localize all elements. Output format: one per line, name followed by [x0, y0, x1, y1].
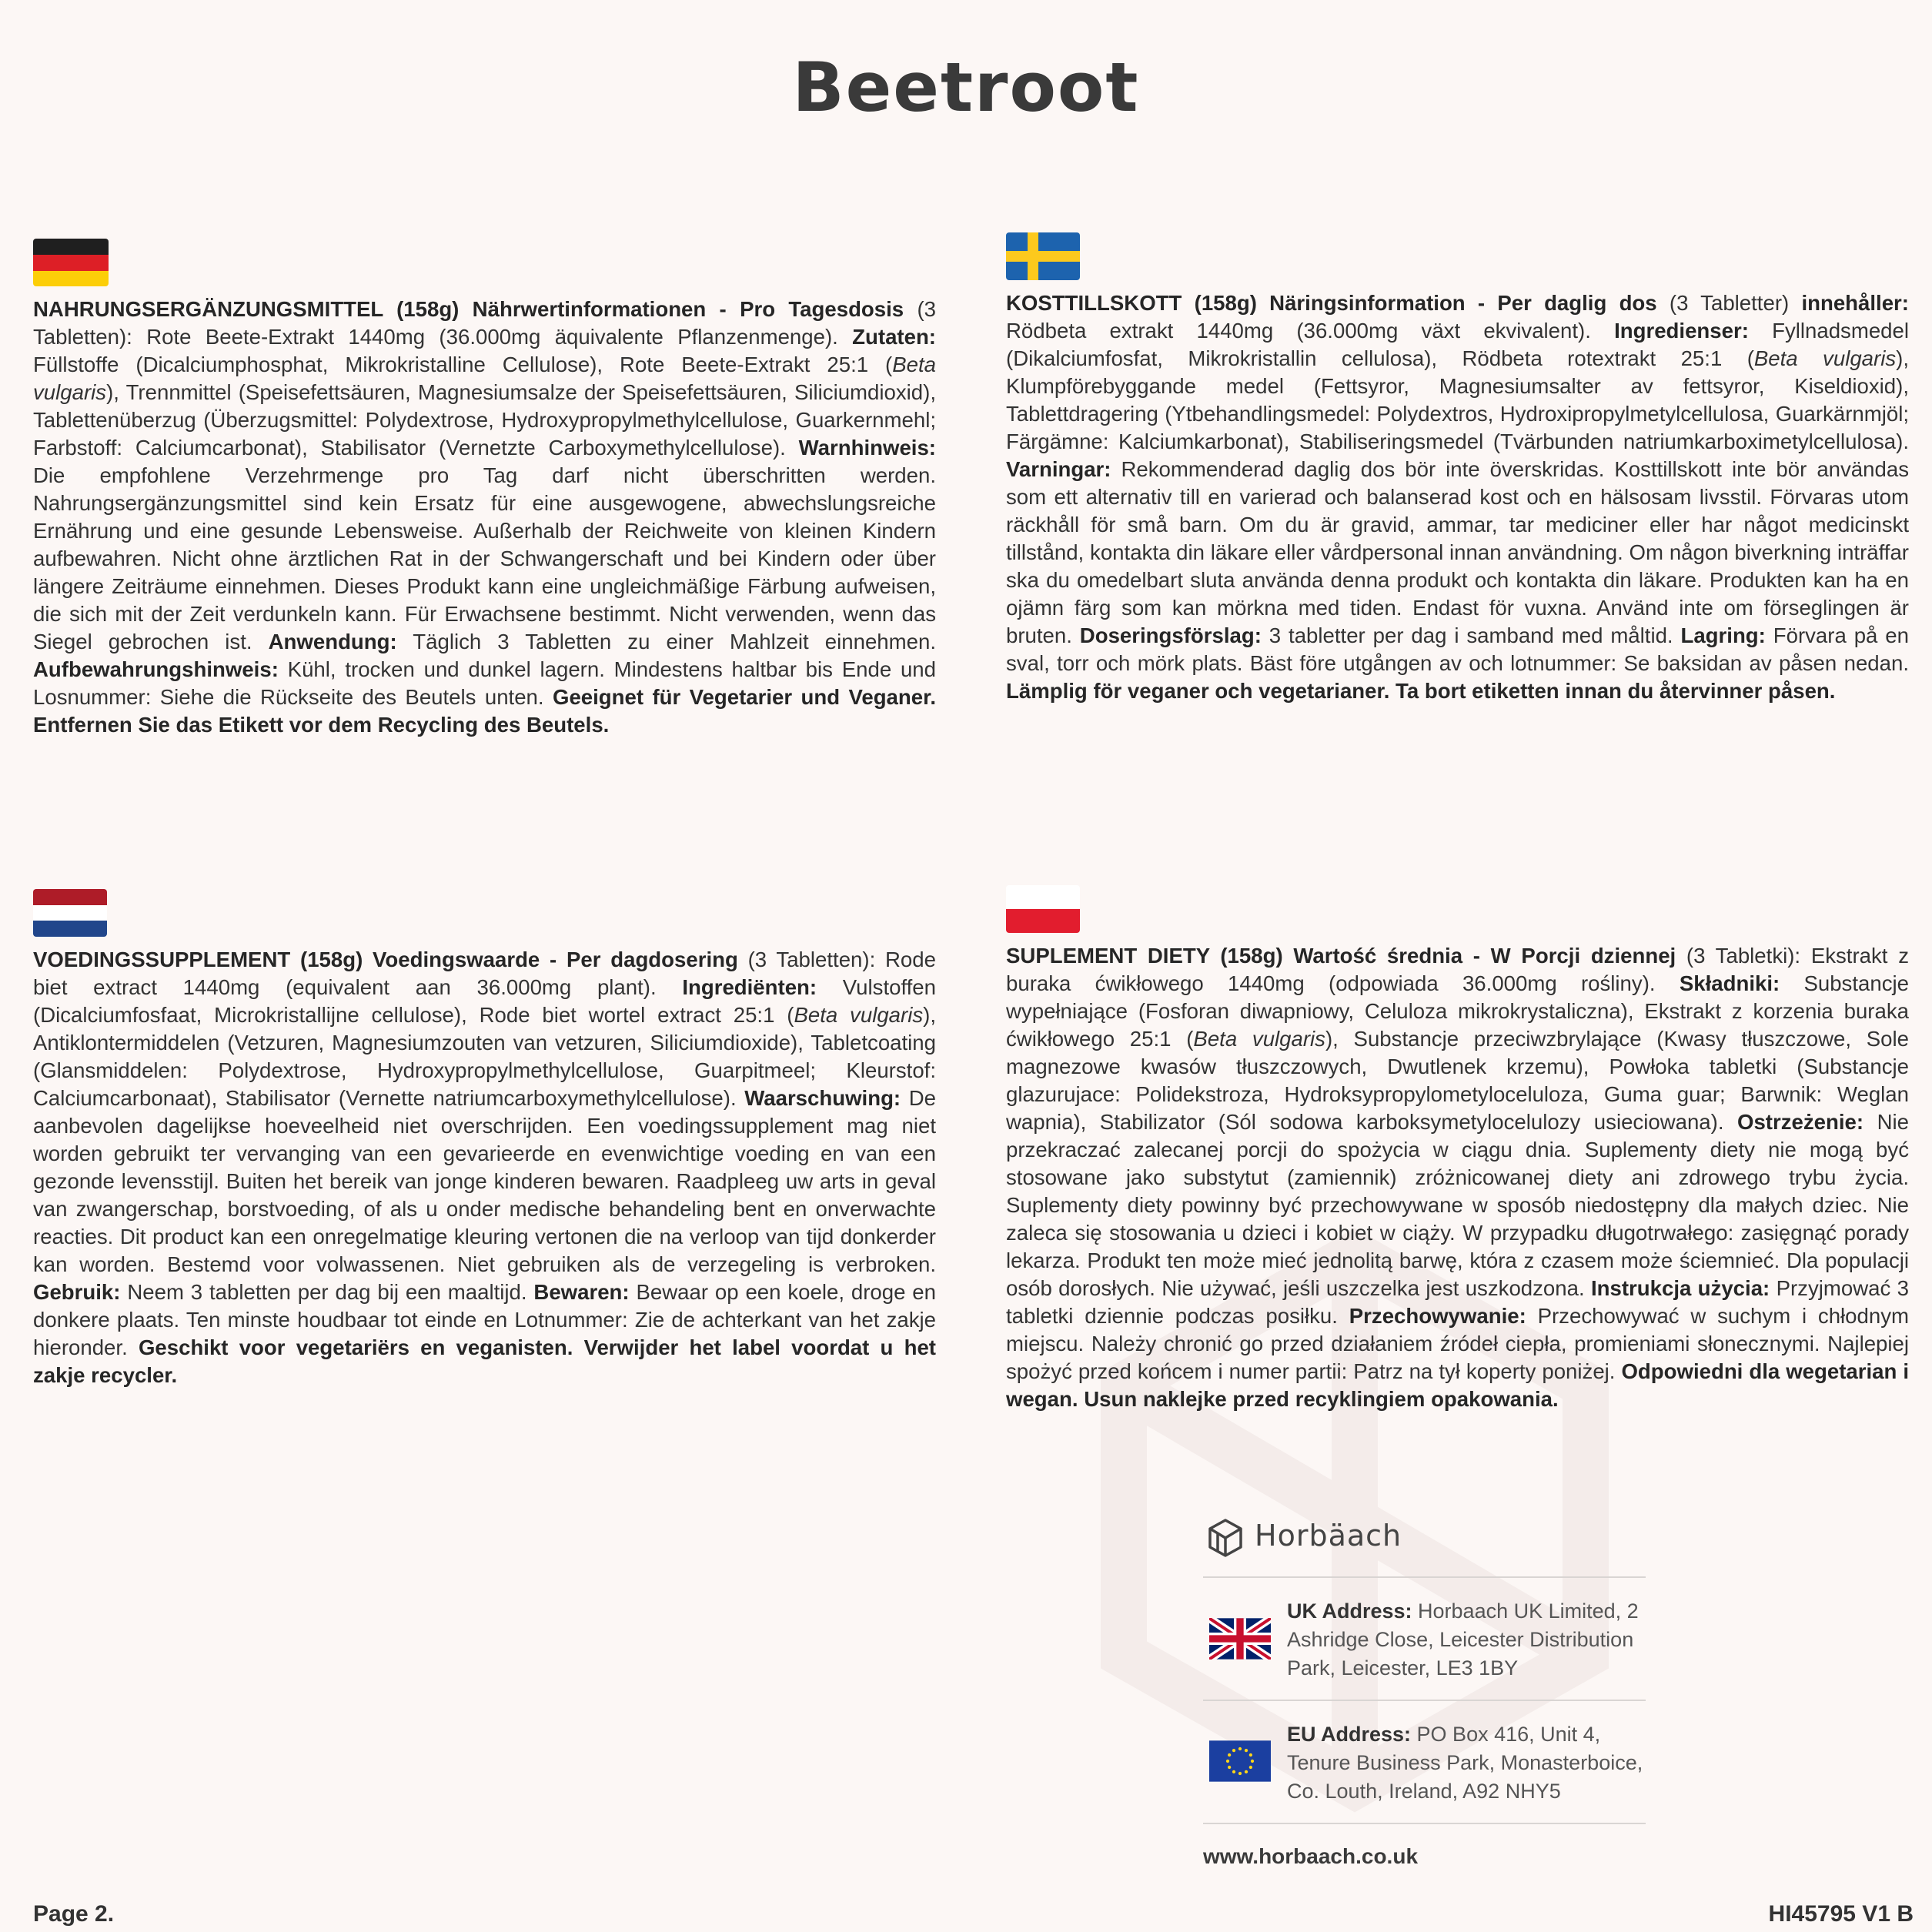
page-title: Beetroot	[792, 48, 1140, 127]
divider	[1203, 1700, 1646, 1701]
german-text: NAHRUNGSERGÄNZUNGSMITTEL (158g) Nährwertinformationen - Pro Tagesdosis (3 Tabletten): Rote Beete-Extrakt 1440mg (36.000mg äquivalente Pflanzenmenge). Zutaten: Füllstoffe (Dicalciumphosphat, Mikrokristalline Cellulose), Rote Beete-Extrakt 25:1 (Beta vulgaris), Trennmittel (Speisefettsäuren, Magnesiumsalze der Speisefettsäuren, Siliciumdioxid), Tablettenüberzug (Überzugsmittel: Polydextrose, Hydroxypropylmethylcellulose, Guarkernmehl; Farbstoff: Calciumcarbonat), Stabilisator (Vernetzte Carboxymethylcellulose). Warnhinweis: Die empfohlene Verzehrmenge pro Tag darf nicht überschritten werden. Nahrungsergänzungsmittel sind kein Ersatz für eine ausgewogene, abwechslungsreiche Ernährung und eine gesunde Lebensweise. Außerhalb der Reichweite von kleinen Kindern aufbewahren. Nicht ohne ärztlichen Rat in der Schwangerschaft und bei Kindern oder über längere Zeiträume einnehmen. Dieses Produkt kann eine ungleichmäßige Färbung aufweisen, die sich mit der Zeit verdunkeln kann. Für Erwachsene bestimmt. Nicht verwenden, wenn das Siegel gebrochen ist. Anwendung: Täglich 3 Tabletten zu einer Mahlzeit einnehmen. Aufbewahrungshinweis: Kühl, trocken und dunkel lagern. Mindestens haltbar bis Ende und Losnummer: Siehe die Rückseite des Beutels unten. Geeignet für Vegetarier und Veganer. Entfernen Sie das Etikett vor dem Recycling des Beutels.	[33, 297, 937, 737]
swedish-text: KOSTTILLSKOTT (158g) Näringsinformation - Per daglig dos (3 Tabletter) innehåller: Rödbeta extrakt 1440mg (36.000mg växt ekvivalent). Ingredienser: Fyllnadsmedel (Dikalciumfosfat, Mikrokristallin cellulosa), Rödbeta rotextrakt 25:1 (Beta vulgaris), Klumpförebyggande medel (Fettsyror, Magnesiumsalter av fettsyror, Kiseldioxid), Tablettdragering (Ytbehandlingsmedel: Polydextros, Hydroxipropylmetylcellulosa, Guarkärnmjöl; Färgämne: Kalciumkarbonat), Stabiliseringsmedel (Tvärbunden natriumkarboximetylcellulosa). Varningar: Rekommenderad daglig dos bör inte överskridas. Kosttillskott inte bör användas som ett alternativ till en varierad och balanserad kost och en hälsosam livsstil. Förvaras utom räckhåll för små barn. Om du är gravid, ammar, tar mediciner eller har något medicinskt tillstånd, kontakta din läkare eller vårdpersonal innan användning. Om någon biverkning inträffar ska du omedelbart sluta använda denna produkt och kontakta din läkare. Produkten kan ha en ojämn färg som kan mörkna med tiden. Endast för vuxna. Använd inte om förseglingen är bruten. Doseringsförslag: 3 tabletter per dag i samband med måltid. Lagring: Förvara på en sval, torr och mörk plats. Bäst före utgången av och lotnummer: Se baksidan av påsen nedan. Lämplig för veganer och vegetarianer. Ta bort etiketten innan du återvinner påsen.	[1006, 291, 1910, 703]
uk-address: UK Address: Horbaach UK Limited, 2 Ashridge Close, Leicester Distribution Park, Leicester, LE3 1BY	[1287, 1599, 1639, 1680]
divider	[1203, 1823, 1646, 1824]
cube-logo-icon	[1207, 1518, 1244, 1558]
germany-flag-icon	[33, 239, 109, 286]
polish-text: SUPLEMENT DIETY (158g) Wartość średnia - W Porcji dziennej (3 Tabletki): Ekstrakt z buraka ćwikłowego 1440mg (odpowiada 36.000mg rośliny). Składniki: Substancje wypełniające (Fosforan diwapniowy, Celuloza mikrokrystaliczna), Ekstrakt z korzenia buraka ćwikłowego 25:1 (Beta vulgaris), Substancje przeciwzbrylające (Kwasy tłuszczowe, Sole magnezowe kwasów tłuszczowych, Dwutlenek krzemu), Powłoka tabletki (Substancje glazurujace: Polidekstroza, Hydroksypropylometyloceluloza, Guma guar; Barwnik: Weglan wapnia), Stabilizator (Sól sodowa karboksymetylocelulozy usieciowana). Ostrzeżenie: Nie przekraczać zalecanej porcji do spożycia w ciągu dnia. Suplementy diety nie mogą być stosowane jako substytut (zamiennik) zróżnicowanej diety ani zdrowego trybu życia. Suplementy diety powinny być przechowywane w sposób niedostępny dla małych dziec. Nie zaleca się stosowania u dzieci i kobiet w ciąży. W przypadku długotrwałego: zasięgnąć porady lekarza. Produkt ten może mieć jednolitą barwę, która z czasem może ściemnieć. Dla populacji osób dorosłych. Nie używać, jeśli uszczelka jest uszkodzona. Instrukcja użycia: Przyjmować 3 tabletki dziennie podczas posiłku. Przechowywanie: Przechowywać w suchym i chłodnym miejscu. Należy chronić go przed działaniem źródeł ciepła, promieniami słonecznymi. Najlepiej spożyć przed końcem i numer partii: Patrz na tył koperty poniżej. Odpowiedni dla wegetarian i wegan. Usun naklejke przed recyklingiem opakowania.	[1006, 944, 1909, 1411]
eu-address: EU Address: PO Box 416, Unit 4, Tenure Business Park, Monasterboice, Co. Louth, Ireland, A92 NHY5	[1287, 1723, 1643, 1803]
netherlands-flag-icon	[33, 889, 107, 937]
eu-flag-icon	[1209, 1740, 1271, 1782]
divider	[1203, 1576, 1646, 1578]
product-code: HI45795 V1 B	[1768, 1901, 1914, 1927]
poland-flag-icon	[1006, 885, 1080, 933]
brand-name: Horbäach	[1255, 1519, 1402, 1553]
sweden-flag-icon	[1006, 232, 1080, 280]
uk-flag-icon	[1209, 1618, 1271, 1660]
website-link[interactable]: www.horbaach.co.uk	[1203, 1844, 1419, 1868]
page-number: Page 2.	[33, 1901, 115, 1927]
dutch-text: VOEDINGSSUPPLEMENT (158g) Voedingswaarde - Per dagdosering (3 Tabletten): Rode biet extract 1440mg (equivalent aan 36.000mg plant). Ingrediënten: Vulstoffen (Dicalciumfosfaat, Microkristallijne cellulose), Rode biet wortel extract 25:1 (Beta vulgaris), Antiklontermiddelen (Vetzuren, Magnesiumzouten van vetzuren, Siliciumdioxide), Tabletcoating (Glansmiddelen: Polydextrose, Hydroxypropylmethylcellulose, Guarpitmeel; Kleurstof: Calciumcarbonaat), Stabilisator (Vernette natriumcarboxymethylcellulose). Waarschuwing: De aanbevolen dagelijkse hoeveelheid niet overschrijden. Een voedingssupplement mag niet worden gebruikt ter vervanging van een gevarieerde en evenwichtige voeding en van een gezonde levensstijl. Buiten het bereik van jonge kinderen bewaren. Raadpleeg uw arts in geval van zwangerschap, borstvoeding, of als u onder medische behandeling bent en onverwachte reacties. Dit product kan een onregelmatige kleuring vertonen die na verloop van tijd donkerder kan worden. Bestemd voor volwassenen. Niet gebruiken als de verzegeling is verbroken. Gebruik: Neem 3 tabletten per dag bij een maaltijd. Bewaren: Bewaar op een koele, droge en donkere plaats. Ten minste houdbaar tot einde en Lotnummer: Zie de achterkant van het zakje hieronder. Geschikt voor vegetariërs en veganisten. Verwijder het label voordat u het zakje recycler.	[33, 948, 936, 1387]
brand-logo	[1207, 1515, 1669, 1561]
